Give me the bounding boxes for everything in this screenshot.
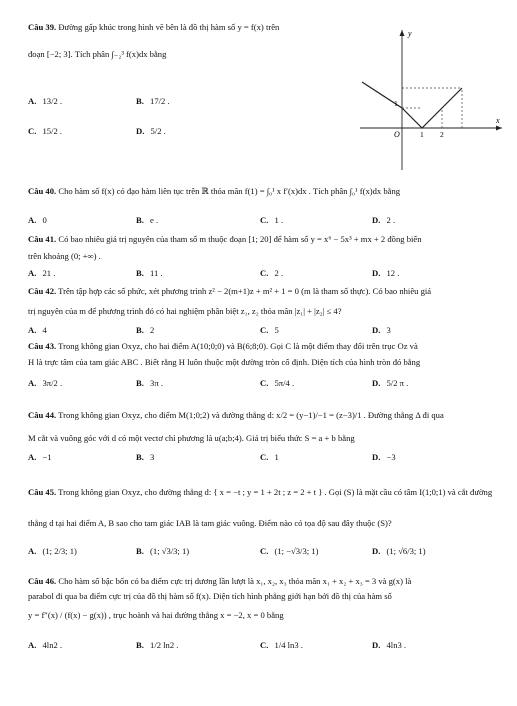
q46-line1: Câu 46. Cho hàm số bậc bốn có ba điểm cực trị dương lần lượt là x₁, x₂, x₃ thỏa mãn x₁ + x₂ + x₃ = 3 và g(x) là xyxy=(28,576,412,586)
q39-option-c: C. 15/2 . xyxy=(28,126,63,136)
q40-option-c: C. 1 . xyxy=(260,215,284,225)
q46-option-b: B. 1/2 ln2 . xyxy=(136,640,179,650)
q45-option-b: B. (1; √3/3; 1) xyxy=(136,546,190,556)
q41-option-c: C. 2 . xyxy=(260,268,284,278)
q42-option-a: A. 4 xyxy=(28,325,47,335)
q39-option-b: B. 17/2 . xyxy=(136,96,170,106)
q46-line3: y = f″(x) / (f(x) − g(x)) , trục hoành và hai đường thẳng x = −2, x = 0 bằng xyxy=(28,610,284,620)
q40-option-b: B. e . xyxy=(136,215,159,225)
q45-option-d: D. (1; √6/3; 1) xyxy=(372,546,426,556)
q43-option-d: D. 5/2 π . xyxy=(372,378,409,388)
q46-line2: parabol đi qua ba điểm cực trị của đồ thị hàm số f(x). Diện tích hình phẳng giới hạn bởi đồ thị của hàm số xyxy=(28,591,392,601)
q43-line2: H là trực tâm của tam giác ABC . Biết rằng H luôn thuộc một đường tròn cố định. Diện tích của hình tròn đó bằng xyxy=(28,357,421,367)
q44-option-b: B. 3 xyxy=(136,452,155,462)
x-axis-arrow-icon xyxy=(496,126,502,131)
q43-option-c: C. 5π/4 . xyxy=(260,378,295,388)
q40-option-a: A. 0 xyxy=(28,215,47,225)
q41-option-d: D. 12 . xyxy=(372,268,400,278)
q39-line2: đoạn [−2; 3]. Tích phân ∫₋₂³ f(x)dx bằng xyxy=(28,49,167,59)
q41-line2: trên khoảng (0; +∞) . xyxy=(28,251,101,261)
q44-option-c: C. 1 xyxy=(260,452,279,462)
q42-option-b: B. 2 xyxy=(136,325,155,335)
tick-label-x2: 2 xyxy=(440,130,444,139)
origin-label: O xyxy=(394,130,400,139)
q45-line1: Câu 45. Trong không gian Oxyz, cho đường thẳng d: { x = −t ; y = 1 + 2t ; z = 2 + t } . Gọi (S) là mặt cầu có tâm I(1;0;1) và cắt đường xyxy=(28,487,493,497)
q40-line1: Câu 40. Cho hàm số f(x) có đạo hàm liên tục trên ℝ thỏa mãn f(1) = ∫₀¹ x f′(x)dx . Tích phân ∫₀¹ f(x)dx bằng xyxy=(28,186,401,196)
q39-option-d: D. 5/2 . xyxy=(136,126,166,136)
q39-line1: Câu 39. Đường gấp khúc trong hình vẽ bên là đồ thị hàm số y = f(x) trên xyxy=(28,22,280,32)
q44-line2: M cắt và vuông góc với d có một vectơ chỉ phương là u(a;b;4). Giá trị biểu thức S = a + b bằng xyxy=(28,433,355,443)
q42-line2: trị nguyên của m để phương trình đó có hai nghiệm phân biệt z₁, z₂ thỏa mãn |z₁| + |z₂| ≤ 4? xyxy=(28,306,342,316)
q41-option-a: A. 21 . xyxy=(28,268,56,278)
q40-option-d: D. 2 . xyxy=(372,215,396,225)
y-axis-label: y xyxy=(408,29,412,38)
q43-option-a: A. 3π/2 . xyxy=(28,378,63,388)
q43-line1: Câu 43. Trong không gian Oxyz, cho hai điểm A(10;0;0) và B(6;8;0). Gọi C là một điểm thay đổi trên trục Oz và xyxy=(28,341,418,351)
function-graph xyxy=(362,82,462,128)
q42-option-c: C. 5 xyxy=(260,325,279,335)
q42-option-d: D. 3 xyxy=(372,325,391,335)
q46-option-a: A. 4ln2 . xyxy=(28,640,63,650)
tick-label-y1: 1 xyxy=(394,99,398,108)
q45-option-a: A. (1; 2/3; 1) xyxy=(28,546,77,556)
q41-line1: Câu 41. Có bao nhiêu giá trị nguyên của tham số m thuộc đoạn [1; 20] để hàm số y = x⁶ − 5x³ + mx + 2 đồng biến xyxy=(28,234,422,244)
q46-option-c: C. 1/4 ln3 . xyxy=(260,640,303,650)
q41-option-b: B. 11 . xyxy=(136,268,163,278)
q43-option-b: B. 3π . xyxy=(136,378,163,388)
tick-label-x1: 1 xyxy=(420,130,424,139)
x-axis-label: x xyxy=(496,116,500,125)
q44-line1: Câu 44. Trong không gian Oxyz, cho điểm M(1;0;2) và đường thẳng d: x/2 = (y−1)/−1 = (z−3)/1 . Đường thẳng Δ đi qua xyxy=(28,410,444,420)
y-axis-arrow-icon xyxy=(400,30,405,36)
q45-line2: thẳng d tại hai điểm A, B sao cho tam giác IAB là tam giác vuông. Điểm nào có tọa độ sau đây thuộc (S)? xyxy=(28,518,392,528)
q44-option-d: D. −3 xyxy=(372,452,396,462)
q42-line1: Câu 42. Trên tập hợp các số phức, xét phương trình z² − 2(m+1)z + m² + 1 = 0 (m là tham số thực). Có bao nhiêu giá xyxy=(28,286,432,296)
q39-graph xyxy=(356,24,506,174)
q45-option-c: C. (1; −√3/3; 1) xyxy=(260,546,319,556)
q39-option-a: A. 13/2 . xyxy=(28,96,63,106)
q44-option-a: A. −1 xyxy=(28,452,52,462)
q46-option-d: D. 4ln3 . xyxy=(372,640,407,650)
